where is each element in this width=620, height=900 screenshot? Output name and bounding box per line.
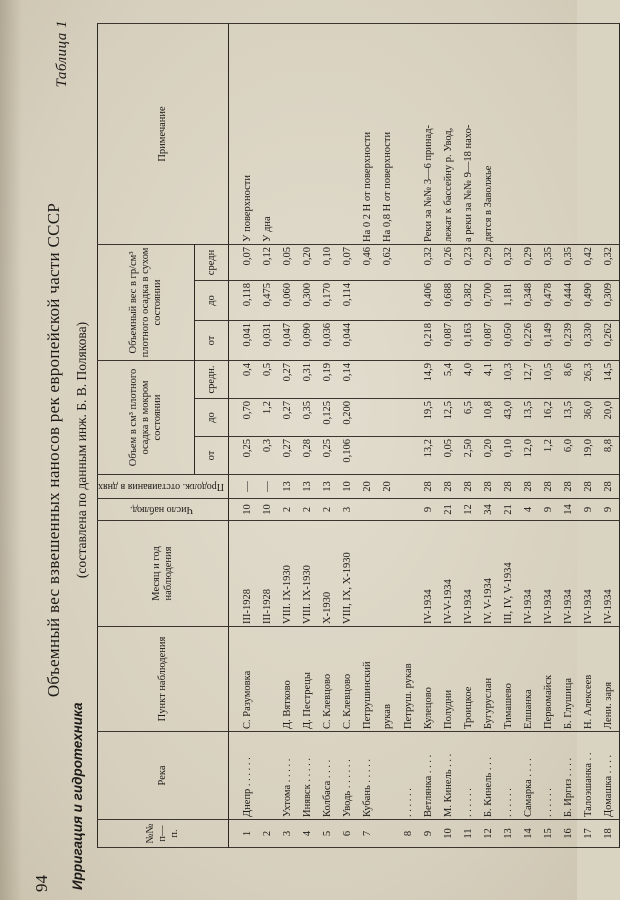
row-note [559,23,579,244]
row-dry-to: 0,475 [258,280,278,320]
row-duration: 13 [298,475,318,499]
row-note [318,23,338,244]
row-obs-count: 34 [478,499,498,521]
row-wet-to: 13,5 [559,399,579,437]
row-wet-avg [378,360,398,398]
row-obs-count: 14 [559,499,579,521]
table-row [358,23,378,847]
row-obs-count: 4 [518,499,538,521]
row-dry-to: 0,382 [458,280,478,320]
row-river: М. Кинель . . . [438,732,458,820]
row-date: IV-1934 [418,521,438,627]
row-number: 16 [559,820,579,848]
row-dry-avg: 0,62 [378,244,398,280]
row-point: Троицкое [458,627,478,732]
table-row [458,23,478,847]
row-wet-to: 12,5 [438,399,458,437]
row-river: Б. Кинель . . . [478,732,498,820]
row-date: VIII, IX, X-1930 [338,521,358,627]
row-dry-to: 0,700 [478,280,498,320]
row-number: 3 [278,820,298,848]
row-note: У поверхности [229,23,258,244]
row-dry-to: 0,309 [599,280,620,320]
row-obs-count: 10 [258,499,278,521]
row-dry-to: 0,490 [579,280,599,320]
row-obs-count: 9 [418,499,438,521]
row-note [398,23,418,244]
row-river: Домашка . . . . [599,732,620,820]
row-point: Д. Пестрецы [298,627,318,732]
row-date [358,521,378,627]
row-wet-avg: 10,3 [498,360,518,398]
row-dry-avg: 0,10 [318,244,338,280]
row-obs-count: 10 [229,499,258,521]
row-obs-count: 2 [278,499,298,521]
row-wet-avg: 5,4 [438,360,458,398]
row-duration: 10 [338,475,358,499]
row-wet-from: 1,2 [538,437,558,475]
row-wet-avg: 4,1 [478,360,498,398]
row-number: 6 [338,820,358,848]
header-dry-avg: средн [195,244,229,280]
row-dry-to [398,280,418,320]
row-dry-from: 0,087 [438,320,458,360]
table-row [599,23,620,847]
row-dry-from [398,320,418,360]
row-wet-to: 0,200 [338,399,358,437]
row-dry-to: 0,478 [538,280,558,320]
row-wet-from: 13,2 [418,437,438,475]
row-point: Б. Глушица [559,627,579,732]
row-river: Днепр . . . . . . [229,732,258,820]
row-note [278,23,298,244]
table-row [438,23,458,847]
row-dry-avg: 0,23 [458,244,478,280]
row-number: 8 [398,820,418,848]
row-wet-to: 0,27 [278,399,298,437]
row-wet-to: 20,0 [599,399,620,437]
table-label: Таблица 1 [54,20,70,88]
row-dry-avg: 0,35 [538,244,558,280]
row-wet-to: 36,0 [579,399,599,437]
row-duration [398,475,418,499]
row-date [398,521,418,627]
row-point: Петруш. рукав [398,627,418,732]
row-number: 9 [418,820,438,848]
table-header [98,23,229,847]
header-number: №№ п—п. [98,820,229,848]
table-row [298,23,318,847]
row-point: Лени. заря [599,627,620,732]
row-duration: — [258,475,278,499]
row-duration: 20 [378,475,398,499]
row-date: IV-1934 [538,521,558,627]
row-duration: 28 [579,475,599,499]
row-dry-from: 0,041 [229,320,258,360]
row-dry-avg: 0,12 [258,244,278,280]
table-row [579,23,599,847]
row-duration: 28 [478,475,498,499]
row-point: Кулецово [418,627,438,732]
row-wet-from: 0,05 [438,437,458,475]
row-date [378,521,398,627]
row-river [378,732,398,820]
row-dry-from: 0,226 [518,320,538,360]
row-dry-to: 1,181 [498,280,518,320]
table-row [338,23,358,847]
sediment-table [97,23,620,848]
row-wet-avg [358,360,378,398]
row-wet-to: 0,35 [298,399,318,437]
page-number: 94 [32,875,51,892]
row-dry-avg: 0,29 [518,244,538,280]
row-number: 15 [538,820,558,848]
header-wet-to: до [195,399,229,437]
row-wet-from: 0,10 [498,437,518,475]
row-date: X-1930 [318,521,338,627]
row-point: С. Клевцово [338,627,358,732]
row-dry-to: 0,060 [278,280,298,320]
table-row [258,23,278,847]
row-dry-from: 0,090 [298,320,318,360]
row-river: Инявск . . . . . [298,732,318,820]
row-note: На 0,8 Н от поверхности [378,23,398,244]
row-note: дятся в Заволжье [478,23,498,244]
row-dry-avg: 0,07 [338,244,358,280]
row-point: Елшанка [518,627,538,732]
row-wet-from: 0,3 [258,437,278,475]
table-row [498,23,518,847]
journal-name: Ирригация и гидротехника [70,702,85,890]
row-wet-from [378,437,398,475]
row-date: IV. V-1934 [478,521,498,627]
row-number: 12 [478,820,498,848]
row-note [298,23,318,244]
table-body [229,23,620,847]
row-dry-from: 0,239 [559,320,579,360]
table-row [398,23,418,847]
row-wet-avg [398,360,418,398]
row-river: Кубань . . . . . [358,732,378,820]
row-date: III-1928 [258,521,278,627]
row-dry-from: 0,050 [498,320,518,360]
table-row [278,23,298,847]
row-wet-to: 16,2 [538,399,558,437]
row-note [498,23,518,244]
row-date: III-1928 [229,521,258,627]
row-obs-count: 12 [458,499,478,521]
row-dry-to: 0,444 [559,280,579,320]
row-dry-to: 0,406 [418,280,438,320]
row-duration: 13 [318,475,338,499]
row-dry-from: 0,262 [599,320,620,360]
row-wet-to: 6,5 [458,399,478,437]
table-row [318,23,338,847]
row-dry-from [378,320,398,360]
row-wet-from: 0,25 [318,437,338,475]
page-title: Объемный вес взвешенных наносов рек европейской части СССР [44,202,63,698]
row-duration: 13 [278,475,298,499]
row-river: . . . . . . [538,732,558,820]
row-point: Петрушинский [358,627,378,732]
header-point: Пункт наблюдения [98,627,229,732]
row-date: IV-1934 [518,521,538,627]
row-dry-from [358,320,378,360]
table-row [559,23,579,847]
table-row [518,23,538,847]
row-wet-avg: 0,31 [298,360,318,398]
row-river: Б. Иргиз . . . . [559,732,579,820]
row-dry-avg: 0,05 [278,244,298,280]
row-dry-avg: 0,32 [418,244,438,280]
header-duration: Продолж. отстаивания в днях [98,475,229,499]
row-number: 1 [229,820,258,848]
row-number: 7 [358,820,378,848]
row-dry-from: 0,163 [458,320,478,360]
row-number: 11 [458,820,478,848]
row-wet-from: 0,106 [338,437,358,475]
row-date: IV-1934 [599,521,620,627]
row-duration: 28 [458,475,478,499]
header-note: Примечание [98,23,229,244]
row-duration: 28 [518,475,538,499]
row-obs-count: 2 [298,499,318,521]
row-obs-count: 9 [538,499,558,521]
row-dry-to: 0,688 [438,280,458,320]
row-dry-avg: 0,35 [559,244,579,280]
row-wet-from [358,437,378,475]
row-note: На 0 2 Н от поверхности [358,23,378,244]
row-wet-avg: 0,19 [318,360,338,398]
row-wet-avg: 14,5 [599,360,620,398]
row-river: Самарка . . . . [518,732,538,820]
row-dry-to: 0,114 [338,280,358,320]
row-duration: 28 [538,475,558,499]
row-dry-from: 0,330 [579,320,599,360]
row-river: . . . . . . [398,732,418,820]
row-wet-from: 2,50 [458,437,478,475]
row-point: Полудни [438,627,458,732]
row-wet-from: 19,0 [579,437,599,475]
row-number: 18 [599,820,620,848]
row-dry-avg [398,244,418,280]
row-river [258,732,278,820]
row-wet-from: 8,8 [599,437,620,475]
row-point: Первомайск [538,627,558,732]
row-river: . . . . . . [458,732,478,820]
row-wet-avg: 0,14 [338,360,358,398]
row-duration: 28 [438,475,458,499]
row-dry-avg: 0,46 [358,244,378,280]
row-wet-avg: 0,4 [229,360,258,398]
row-wet-to: 43,0 [498,399,518,437]
row-obs-count [378,499,398,521]
row-date: III, IV, V-1934 [498,521,518,627]
row-obs-count: 21 [498,499,518,521]
row-dry-to [378,280,398,320]
header-observation-count: Число наблюд. [98,499,229,521]
row-wet-from: 0,27 [278,437,298,475]
row-wet-avg: 0,5 [258,360,278,398]
row-wet-to: 13,5 [518,399,538,437]
row-wet-avg: 10,5 [538,360,558,398]
row-dry-from: 0,149 [538,320,558,360]
row-wet-from [398,437,418,475]
header-wet-avg: средн. [195,360,229,398]
row-number: 2 [258,820,278,848]
row-number: 10 [438,820,458,848]
row-dry-avg: 0,07 [229,244,258,280]
row-dry-to: 0,348 [518,280,538,320]
row-dry-from: 0,044 [338,320,358,360]
row-wet-avg: 4,0 [458,360,478,398]
row-number: 5 [318,820,338,848]
row-wet-to [378,399,398,437]
row-dry-avg: 0,26 [438,244,458,280]
row-wet-to [358,399,378,437]
row-number: 13 [498,820,518,848]
row-wet-to: 10,8 [478,399,498,437]
row-date: IV-1934 [559,521,579,627]
row-point: С. Разумовка [229,627,258,732]
row-duration: 28 [498,475,518,499]
row-dry-avg: 0,32 [498,244,518,280]
row-dry-from: 0,036 [318,320,338,360]
row-obs-count: 3 [338,499,358,521]
row-dry-from: 0,031 [258,320,278,360]
row-river: . . . . . . [498,732,518,820]
row-date: VIII. IX-1930 [278,521,298,627]
row-obs-count: 21 [438,499,458,521]
table-row [478,23,498,847]
page-subtitle: (составлена по данным инж. Б. В. Полякова) [74,321,89,579]
row-note [538,23,558,244]
row-duration: 28 [418,475,438,499]
row-point: Д. Вятково [278,627,298,732]
row-number [378,820,398,848]
row-wet-to: 0,125 [318,399,338,437]
row-note: а реки за №№ 9—18 нахо- [458,23,478,244]
row-obs-count: 9 [579,499,599,521]
row-dry-from: 0,047 [278,320,298,360]
row-wet-to: 19,5 [418,399,438,437]
row-dry-to: 0,170 [318,280,338,320]
table-row [378,23,398,847]
row-river: Талоэшанка . . [579,732,599,820]
row-note: лежат к бассейну р. Увод, [438,23,458,244]
row-dry-from: 0,087 [478,320,498,360]
row-wet-avg: 26,3 [579,360,599,398]
row-wet-from: 0,28 [298,437,318,475]
row-dry-to: 0,118 [229,280,258,320]
row-note [579,23,599,244]
row-point: Н. Алексеев [579,627,599,732]
header-weight-dry: Объемный вес в гр/см³ плотного осадка в сухом состоянии [98,244,195,360]
row-point: Бугуруслан [478,627,498,732]
row-wet-avg: 12,7 [518,360,538,398]
row-wet-to [398,399,418,437]
row-wet-to: 1,2 [258,399,278,437]
row-dry-avg: 0,20 [298,244,318,280]
header-river: Река [98,732,229,820]
row-note [518,23,538,244]
table-row [418,23,438,847]
row-duration: 28 [559,475,579,499]
row-dry-to: 0,300 [298,280,318,320]
row-wet-from: 0,25 [229,437,258,475]
row-number: 17 [579,820,599,848]
row-river: Уводь . . . . . . [338,732,358,820]
header-wet-from: от [195,437,229,475]
row-obs-count [358,499,378,521]
row-obs-count: 2 [318,499,338,521]
header-month-year: Месяц и год наблюдения [98,521,229,627]
row-obs-count: 9 [599,499,620,521]
row-duration: 28 [599,475,620,499]
row-date: IV-1934 [458,521,478,627]
row-note: Реки за №№ 3—6 принад- [418,23,438,244]
row-point: рукав [378,627,398,732]
row-wet-from: 0,20 [478,437,498,475]
row-point: С. Клевцово [318,627,338,732]
row-date: VIII. IX-1930 [298,521,318,627]
row-note [338,23,358,244]
table-row [229,23,258,847]
row-river: Ухтома . . . . . [278,732,298,820]
row-river: Ветлянка . . . . [418,732,438,820]
row-wet-avg: 8,6 [559,360,579,398]
row-duration: — [229,475,258,499]
row-wet-from: 6,0 [559,437,579,475]
header-dry-from: от [195,320,229,360]
row-dry-to [358,280,378,320]
row-note: У дна [258,23,278,244]
row-wet-from: 12,0 [518,437,538,475]
row-point: Тимашево [498,627,518,732]
row-dry-avg: 0,42 [579,244,599,280]
row-number: 14 [518,820,538,848]
header-volume-wet: Объем в см³ плотного осадка в мокром состоянии [98,360,195,474]
header-dry-to: до [195,280,229,320]
row-note [599,23,620,244]
row-wet-avg: 0,27 [278,360,298,398]
row-dry-avg: 0,32 [599,244,620,280]
row-point [258,627,278,732]
table-row [538,23,558,847]
row-dry-from: 0,218 [418,320,438,360]
row-number: 4 [298,820,318,848]
row-dry-avg: 0,29 [478,244,498,280]
row-wet-to: 0,70 [229,399,258,437]
row-duration: 20 [358,475,378,499]
row-river: Колбаса . . . . [318,732,338,820]
row-wet-avg: 14,9 [418,360,438,398]
row-date: IV-1934 [579,521,599,627]
row-obs-count [398,499,418,521]
row-date: IV-V-1934 [438,521,458,627]
